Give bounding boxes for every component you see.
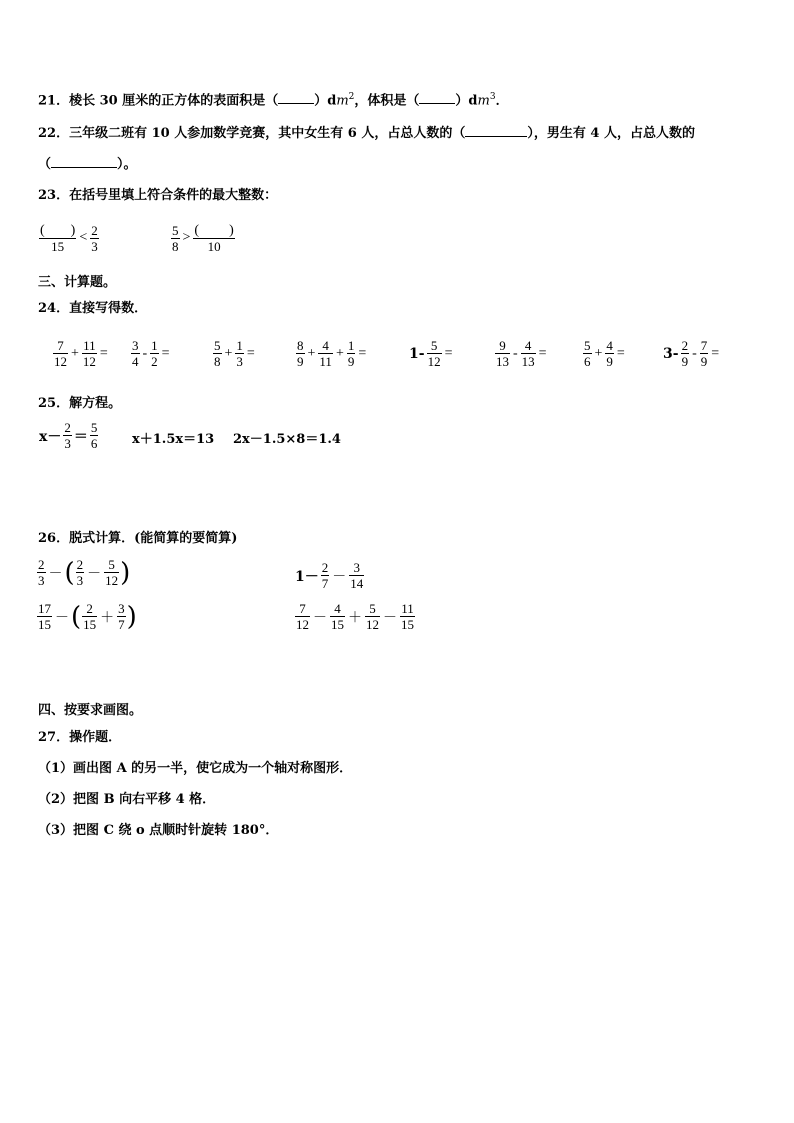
operator: －	[313, 610, 327, 626]
numerator: 2	[38, 557, 45, 572]
denominator: 3	[76, 573, 84, 588]
denominator: 14	[350, 576, 364, 591]
question-22-continued	[38, 155, 137, 174]
numerator: 4	[322, 338, 329, 353]
calc-item-4	[295, 338, 368, 369]
question-text: ），男生有 4 人，占总人数的	[527, 126, 695, 141]
denominator: 15	[51, 239, 65, 254]
expression-4	[294, 601, 416, 632]
numerator: 5	[172, 222, 179, 238]
denominator: 7	[321, 576, 329, 591]
question-number: 26．	[38, 531, 70, 546]
answer-blank[interactable]	[278, 91, 314, 104]
answer-blank[interactable]	[465, 124, 527, 137]
numerator: 7	[299, 601, 306, 616]
operator: +	[307, 345, 316, 361]
numerator: 1	[151, 338, 158, 353]
operator: +	[71, 345, 79, 361]
equals-sign: =	[711, 345, 720, 361]
question-number: 25．	[38, 396, 70, 411]
question-number: 21．	[38, 93, 70, 109]
denominator: 12	[366, 617, 379, 632]
denominator: 12	[105, 573, 119, 588]
denominator: 10	[207, 239, 221, 254]
equals-sign: =	[246, 345, 255, 361]
numerator: 5	[108, 557, 115, 572]
numerator: 3	[353, 560, 360, 575]
numerator: 2	[76, 557, 84, 572]
denominator: 4	[132, 354, 139, 369]
equals-sign: =	[444, 345, 453, 361]
operator: -	[142, 345, 148, 361]
calc-item-7	[582, 338, 627, 369]
calc-item-8	[662, 338, 721, 369]
operator: －	[48, 566, 63, 582]
denominator: 12	[427, 354, 441, 369]
question-text: 脱式计算．(能简算的要简算)	[69, 531, 238, 546]
question-number: 23．	[38, 188, 70, 203]
variable: x－	[39, 428, 62, 445]
calc-item-1	[52, 338, 110, 369]
numerator: 5	[214, 338, 221, 353]
step-2: （2）把图 B 向右平移 4 格．	[38, 792, 216, 807]
denominator: 9	[681, 354, 689, 369]
close-paren: )	[120, 557, 131, 588]
question-text: （	[38, 157, 52, 172]
fraction	[193, 222, 234, 254]
operator: －	[332, 569, 347, 585]
calc-item-5	[408, 338, 454, 369]
numerator: 2	[321, 560, 329, 575]
answer-blank[interactable]	[51, 155, 117, 168]
operand: 1-	[409, 345, 425, 362]
denominator: 13	[496, 354, 509, 369]
numerator: 17	[38, 601, 51, 616]
fraction	[90, 223, 99, 254]
question-text: 操作题．	[69, 730, 122, 745]
question-21	[38, 88, 509, 110]
numerator: 5	[430, 338, 438, 353]
numerator: 7	[57, 338, 64, 353]
question-number: 22．	[38, 126, 70, 141]
operator: ＋	[348, 610, 362, 626]
question-text: 解方程。	[69, 396, 122, 411]
denominator: 8	[214, 354, 221, 369]
question-number: 24．	[38, 301, 70, 316]
question-25	[38, 395, 121, 413]
denominator: 15	[401, 617, 414, 632]
denominator: 9	[347, 354, 355, 369]
numerator: 5	[584, 338, 591, 353]
equals-sign: ＝	[73, 428, 88, 445]
question-text: 在括号里填上符合条件的最大整数：	[69, 188, 278, 203]
question-text: ）d	[455, 93, 478, 109]
question-text: 直接写得数．	[69, 301, 148, 316]
question-text: ）d	[314, 93, 337, 109]
numerator: 2	[64, 420, 71, 435]
numerator: 5	[369, 601, 376, 616]
step-1: （1）画出图 A 的另一半，使它成为一个轴对称图形．	[38, 761, 353, 776]
denominator: 13	[521, 354, 535, 369]
operator: -	[513, 345, 518, 361]
numerator: 2	[91, 222, 98, 238]
close-paren: )	[126, 601, 137, 632]
equals-sign: =	[538, 345, 547, 361]
open-paren: (	[64, 557, 75, 588]
unit-label: m	[477, 93, 490, 109]
denominator: 3	[236, 354, 243, 369]
question-27	[38, 729, 121, 747]
question-text: ．	[495, 93, 509, 109]
denominator: 12	[296, 617, 309, 632]
numerator: 9	[499, 338, 506, 353]
unit-exponent: 3	[489, 92, 496, 102]
numerator: 2	[681, 338, 689, 353]
open-paren: (	[71, 601, 82, 632]
expression-3	[36, 601, 137, 632]
denominator: 9	[297, 354, 304, 369]
question-22	[38, 124, 695, 143]
denominator: 12	[54, 354, 67, 369]
operator: ＋	[100, 610, 115, 626]
question-23	[38, 187, 277, 205]
denominator: 11	[319, 354, 332, 369]
denominator: 2	[151, 354, 158, 369]
denominator: 8	[172, 238, 179, 254]
numerator: 4	[524, 338, 532, 353]
denominator: 15	[331, 617, 344, 632]
denominator: 6	[584, 354, 591, 369]
numerator: 3	[132, 338, 139, 353]
section-3-title: 三、计算题。	[38, 275, 117, 290]
denominator: 3	[38, 573, 45, 588]
denominator: 7	[118, 617, 125, 632]
numerator: 11	[83, 338, 96, 353]
denominator: 9	[606, 354, 613, 369]
step-3: （3）把图 C 绕 o 点顺时针旋转 180°．	[38, 823, 279, 838]
operator: >	[182, 230, 191, 245]
equals-sign: =	[99, 345, 108, 361]
question-24	[38, 300, 147, 318]
answer-slot[interactable]: ( )	[40, 223, 76, 238]
numerator: 4	[606, 338, 613, 353]
equals-sign: =	[616, 345, 625, 361]
numerator: 2	[86, 601, 93, 616]
question-number: 27．	[38, 730, 70, 745]
denominator: 15	[38, 617, 51, 632]
numerator: 1	[236, 338, 243, 353]
calc-item-2	[130, 338, 172, 369]
fraction	[171, 223, 180, 254]
question-text: ，体积是（	[354, 93, 420, 109]
equals-sign: =	[358, 345, 367, 361]
operator: +	[594, 345, 603, 361]
numerator: 3	[118, 601, 125, 616]
calc-item-3	[212, 338, 257, 369]
question-26	[38, 530, 237, 548]
equation-1	[38, 420, 99, 451]
question-text: 棱长 30 厘米的正方体的表面积是（	[69, 93, 279, 109]
equation-2: x＋1.5x＝13	[132, 432, 215, 447]
numerator: 1	[347, 338, 355, 353]
section-4-title: 四、按要求画图。	[38, 703, 143, 718]
equals-sign: =	[161, 345, 170, 361]
unit-exponent: 2	[348, 92, 355, 102]
numerator: 7	[700, 338, 708, 353]
denominator: 15	[83, 617, 97, 632]
inequality-2	[170, 222, 236, 254]
operator: +	[224, 345, 233, 361]
denominator: 3	[64, 436, 71, 451]
numerator: 11	[401, 601, 414, 616]
numerator: 5	[90, 420, 98, 435]
fraction	[39, 222, 76, 254]
operand: 1－	[295, 568, 319, 585]
equation-3: 2x－1.5×8＝1.4	[233, 432, 341, 447]
operator: -	[692, 345, 697, 361]
operator: －	[55, 610, 69, 626]
answer-slot[interactable]: ( )	[194, 223, 234, 238]
question-text: ）。	[117, 157, 137, 172]
numerator: 8	[297, 338, 304, 353]
denominator: 12	[82, 354, 96, 369]
answer-blank[interactable]	[419, 91, 455, 104]
inequality-1	[38, 222, 100, 254]
question-text: 三年级二班有 10 人参加数学竞赛，其中女生有 6 人，占总人数的（	[69, 126, 466, 141]
operator: －	[87, 566, 102, 582]
operator: +	[335, 345, 344, 361]
expression-1	[36, 557, 130, 588]
denominator: 3	[91, 238, 98, 254]
denominator: 6	[90, 436, 98, 451]
operand: 3-	[663, 345, 679, 362]
operator: －	[383, 610, 397, 626]
operator: <	[79, 230, 88, 245]
calc-item-6	[494, 338, 549, 369]
denominator: 9	[700, 354, 708, 369]
expression-2	[294, 560, 365, 591]
numerator: 4	[334, 601, 341, 616]
unit-label: m	[336, 93, 349, 109]
